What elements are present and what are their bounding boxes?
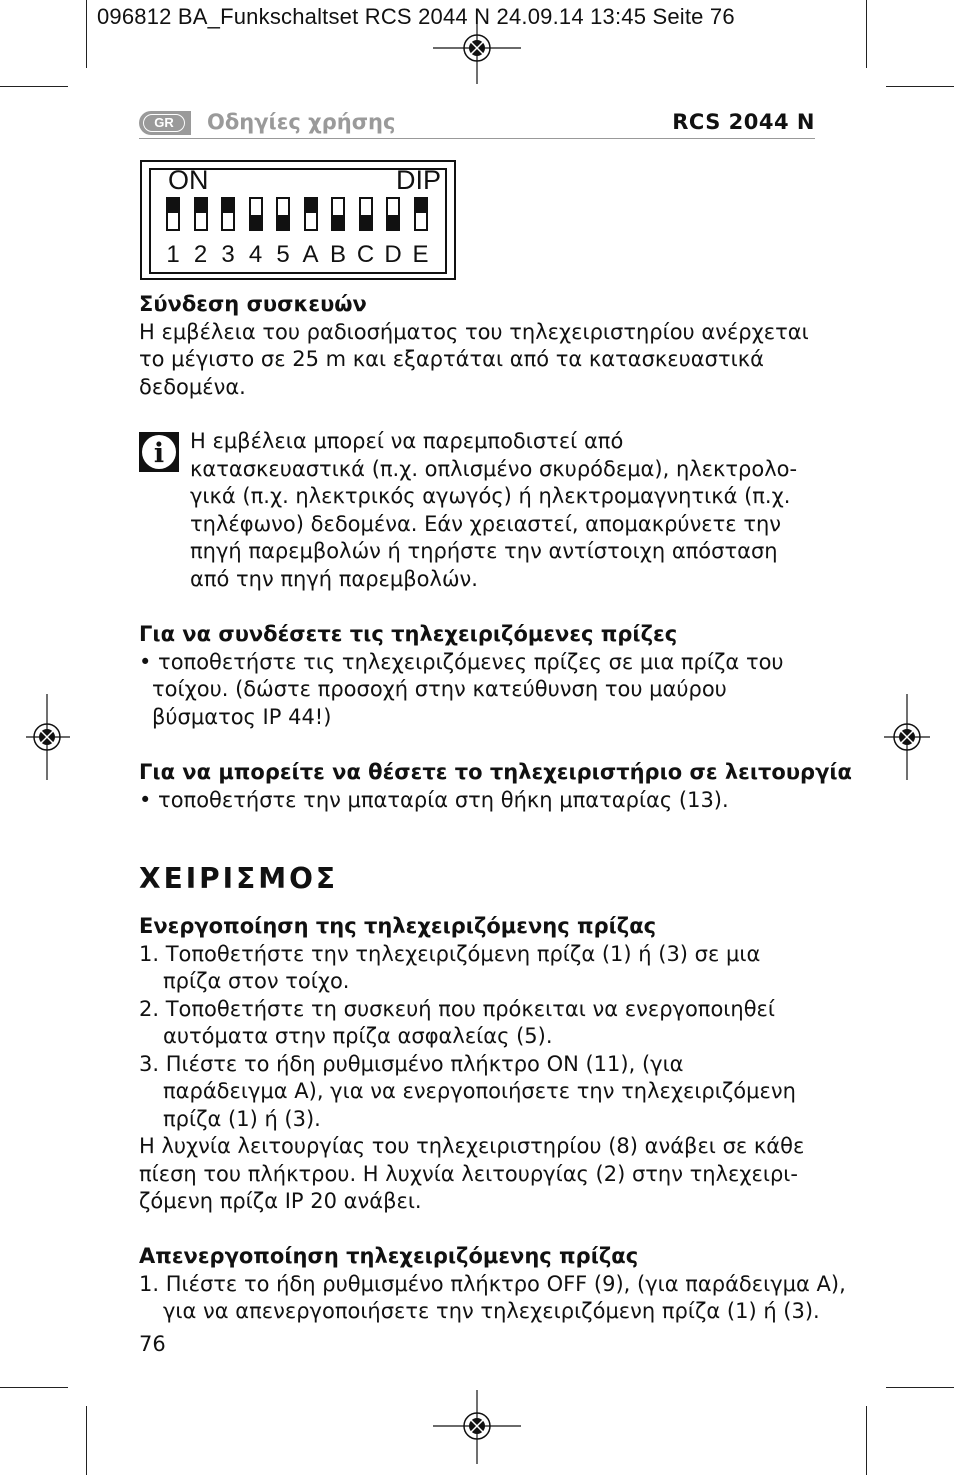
step-line: 2. Τοποθετήστε τη συσκευή που πρόκειται να ενεργοποιηθεί [139, 996, 776, 1021]
info-line: Η εμβέλεια μπορεί να παρεμποδιστεί από [190, 429, 624, 453]
crop-line [86, 0, 87, 68]
step-line: 1. Τοποθετήστε την τηλεχειριζόμενη πρίζα (1) ή (3) σε μια [139, 941, 761, 966]
dip-switch-knob [388, 215, 398, 229]
dip-switch-knob [168, 199, 178, 213]
bullet-line: • τοποθετήστε την μπαταρία στη θήκη μπαταρίας (13). [139, 787, 729, 812]
step-line: παράδειγμα A), για να ενεργοποιήσετε την τηλεχειριζόμενη [163, 1079, 796, 1103]
crop-line [86, 1406, 87, 1475]
paragraph-line: δεδομένα. [139, 374, 246, 399]
model-name: RCS 2044 N [672, 110, 815, 134]
page-header [139, 108, 815, 139]
paragraph-line: Η λυχνία λειτουργίας του τηλεχειριστηρίου (8) ανάβει σε κάθε [139, 1134, 805, 1158]
dip-switch-5 [276, 197, 290, 231]
chapter-heading: ΧΕΙΡΙΣΜΟΣ [139, 862, 338, 895]
dip-switch-label: 4 [248, 241, 263, 268]
paragraph-line: πίεση του πλήκτρου. Η λυχνία λειτουργίας (2) στην τηλεχειρι- [139, 1161, 798, 1186]
bullet-line: βύσματος IP 44!) [152, 704, 332, 729]
dip-switch-label: 1 [166, 241, 180, 268]
dip-switch-label: C [356, 241, 375, 268]
dip-switch-label: A [302, 241, 319, 268]
step-line: πρίζα στον τοίχο. [163, 969, 350, 993]
crop-line [886, 86, 954, 87]
dip-switch-knob [223, 199, 233, 213]
info-icon: i [139, 432, 179, 472]
info-line: από την πηγή παρεμβολών. [190, 566, 478, 591]
dip-switch-label: 3 [221, 241, 235, 268]
registration-mark-icon [433, 12, 521, 86]
section-title: Οδηγίες χρήσης [207, 110, 396, 134]
dip-switch-knob [333, 215, 343, 229]
registration-mark-icon [884, 694, 930, 780]
info-line: γικά (π.χ. ηλεκτρικός αγωγός) ή ηλεκτρομαγνητικά (π.χ. [190, 484, 791, 508]
dip-switch-label: D [384, 241, 402, 268]
dip-switch-E [414, 197, 428, 231]
section-remote-operation [139, 759, 852, 814]
dip-switch-A [304, 197, 318, 231]
dip-switch-3 [221, 197, 235, 231]
dip-switch-label: E [412, 241, 429, 268]
crop-line [866, 1406, 867, 1475]
step-line: 1. Πιέστε το ήδη ρυθμισμένο πλήκτρο OFF (9), (για παράδειγμα A), [139, 1271, 846, 1296]
bullet-line: • τοποθετήστε τις τηλεχειριζόμενες πρίζες σε μια πρίζα του [139, 649, 784, 674]
print-slug: 096812 BA_Funkschaltset RCS 2044 N 24.09.14 13:45 Seite 76 [97, 4, 735, 29]
dip-switch-D [386, 197, 400, 231]
dip-switch-knob [251, 215, 261, 229]
dip-switch-4 [249, 197, 263, 231]
crop-line [886, 1387, 954, 1388]
registration-mark-icon [26, 694, 70, 780]
dip-switch-label: B [329, 241, 346, 268]
step-line: για να απενεργοποιήσετε την τηλεχειριζόμενη πρίζα (1) ή (3). [163, 1299, 820, 1323]
section-heading: Σύνδεση συσκευών [139, 292, 367, 316]
step-line: αυτόματα στην πρίζα ασφαλείας (5). [163, 1024, 553, 1048]
info-line: τηλέφωνο) δεδομένα. Εάν χρειαστεί, απομακρύνετε την [190, 511, 782, 536]
section-heading: Για να μπορείτε να θέσετε το τηλεχειριστήριο σε λειτουργία [139, 760, 852, 784]
crop-line [0, 1387, 68, 1388]
language-badge [139, 111, 191, 135]
section-connect-sockets [139, 621, 819, 731]
bullet-line: τοίχου. (δώστε προσοχή στην κατεύθυνση του μαύρου [152, 677, 727, 701]
language-code: GR [143, 114, 185, 132]
dip-switch-knob [361, 215, 371, 229]
paragraph-line: Η εμβέλεια του ραδιοσήματος του τηλεχειριστηρίου ανέρχεται [139, 319, 809, 344]
info-line: κατασκευαστικά (π.χ. οπλισμένο σκυρόδεμα), ηλεκτρολο- [190, 456, 798, 481]
section-deactivate-socket [139, 1243, 846, 1326]
page-number: 76 [139, 1332, 166, 1356]
dip-switch-label: 5 [276, 241, 290, 268]
dip-on-label: ON [168, 165, 209, 195]
section-heading: Απενεργοποίηση τηλεχειριζόμενης πρίζας [139, 1244, 639, 1268]
dip-switch-knob [306, 199, 316, 213]
section-heading: Για να συνδέσετε τις τηλεχειριζόμενες πρίζες [139, 622, 678, 646]
info-line: πηγή παρεμβολών ή τηρήστε την αντίστοιχη απόσταση [190, 539, 778, 563]
section-device-connection [139, 291, 819, 401]
dip-switch-knob [196, 199, 206, 213]
paragraph-line: ζόμενη πρίζα IP 20 ανάβει. [139, 1189, 422, 1213]
dip-switch-1 [166, 197, 180, 231]
info-note [190, 428, 820, 593]
paragraph-line: το μέγιστο σε 25 m και εξαρτάται από τα κατασκευαστικά [139, 347, 764, 371]
dip-switch-C [359, 197, 373, 231]
dip-switch-knob [416, 199, 426, 213]
registration-mark-icon [433, 1390, 521, 1464]
step-line: 3. Πιέστε το ήδη ρυθμισμένο πλήκτρο ON (11), (για [139, 1051, 684, 1076]
section-activate-socket [139, 913, 819, 1216]
dip-switch-2 [194, 197, 208, 231]
step-line: πρίζα (1) ή (3). [163, 1106, 321, 1131]
section-heading: Ενεργοποίηση της τηλεχειριζόμενης πρίζας [139, 914, 657, 938]
crop-line [866, 0, 867, 68]
dip-dip-label: DIP [396, 165, 442, 195]
dip-switch-B [331, 197, 345, 231]
dip-switch-knob [278, 215, 288, 229]
crop-line [0, 86, 68, 87]
dip-switch-label: 2 [193, 241, 208, 268]
